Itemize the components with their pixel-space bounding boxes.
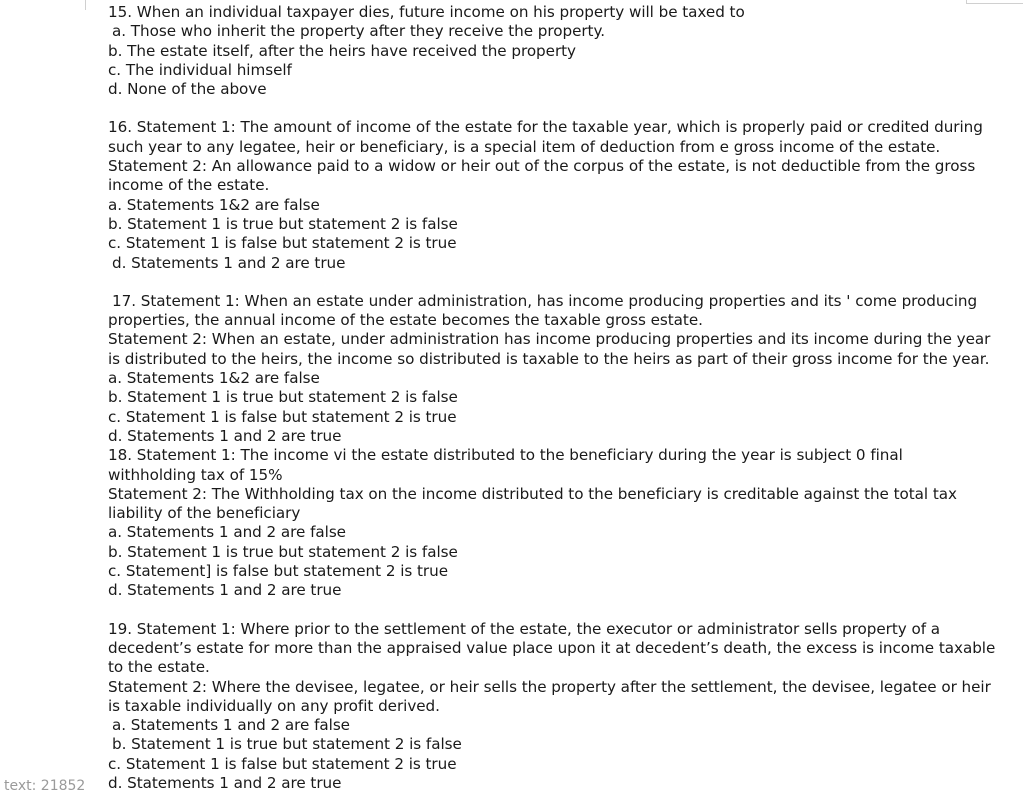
- question-19-statement-1: 19. Statement 1: Where prior to the settlement of the estate, the executor or administrator sells property of a: [108, 619, 941, 638]
- document-content: [108, 3, 996, 793]
- question-19: [108, 619, 996, 794]
- question-17-statement-1: 17. Statement 1: When an estate under administration, has income producing properties and its ' come producing: [112, 291, 978, 310]
- question-16-statement-1: 16. Statement 1: The amount of income of the estate for the taxable year, which is properly paid or credited during: [108, 118, 983, 137]
- question-16-option-b: b. Statement 1 is true but statement 2 is false: [108, 214, 458, 233]
- question-19-statement-1-cont: decedent’s estate for more than the appraised value place upon it at decedent’s death, the excess is income taxable: [108, 638, 996, 657]
- question-18-statement-2: Statement 2: The Withholding tax on the income distributed to the beneficiary is creditable against the total tax: [108, 484, 957, 503]
- question-19-statement-2: Statement 2: Where the devisee, legatee, or heir sells the property after the settlement, the devisee, legatee or heir: [108, 677, 991, 696]
- question-15-stem: 15. When an individual taxpayer dies, future income on his property will be taxed to: [108, 3, 745, 21]
- question-16: [108, 118, 988, 272]
- question-18-option-c: c. Statement] is false but statement 2 is true: [108, 562, 448, 581]
- question-17-option-a: a. Statements 1&2 are false: [108, 369, 320, 388]
- spacer: [108, 601, 988, 620]
- question-15-option-a: a. Those who inherit the property after they receive the property.: [112, 22, 606, 41]
- question-18-option-d: d. Statements 1 and 2 are true: [108, 581, 342, 600]
- question-17-statement-1-cont: properties, the annual income of the estate becomes the taxable gross estate.: [108, 311, 703, 330]
- question-17-option-b: b. Statement 1 is true but statement 2 is false: [108, 388, 458, 407]
- question-15-option-c: c. The individual himself: [108, 60, 292, 79]
- question-15-option-b: b. The estate itself, after the heirs have received the property: [108, 41, 576, 60]
- question-16-option-c: c. Statement 1 is false but statement 2 is true: [108, 234, 457, 253]
- question-18: [108, 446, 988, 600]
- question-15: [108, 3, 988, 99]
- question-19-option-a: a. Statements 1 and 2 are false: [112, 716, 350, 735]
- question-16-statement-1-cont: such year to any legatee, heir or beneficiary, is a special item of deduction from e gross income of the estate.: [108, 137, 941, 156]
- question-17-statement-2: Statement 2: When an estate, under administration has income producing properties and its income during the year: [108, 330, 991, 349]
- question-17: [108, 291, 991, 446]
- question-19-option-b: b. Statement 1 is true but statement 2 is false: [112, 735, 462, 754]
- spacer: [108, 273, 988, 292]
- question-16-statement-2: Statement 2: An allowance paid to a widow or heir out of the corpus of the estate, is not deductible from the gross: [108, 157, 976, 176]
- page-edge-left: [85, 0, 86, 10]
- question-17-option-c: c. Statement 1 is false but statement 2 is true: [108, 407, 457, 426]
- text-counter: text: 21852: [4, 778, 86, 794]
- question-18-statement-2-cont: liability of the beneficiary: [108, 504, 301, 523]
- question-16-option-d: d. Statements 1 and 2 are true: [112, 253, 346, 272]
- question-19-statement-2-cont: is taxable individually on any profit derived.: [108, 696, 440, 715]
- question-16-option-a: a. Statements 1&2 are false: [108, 195, 320, 214]
- question-17-statement-2-cont: is distributed to the heirs, the income so distributed is taxable to the heirs as part of their gross income for the year.: [108, 349, 990, 368]
- question-19-option-d: d. Statements 1 and 2 are true: [108, 773, 342, 792]
- question-18-statement-1: 18. Statement 1: The income vi the estate distributed to the beneficiary during the year is subject 0 final: [108, 446, 903, 465]
- spacer: [108, 99, 988, 118]
- question-19-option-c: c. Statement 1 is false but statement 2 is true: [108, 754, 457, 773]
- question-17-option-d: d. Statements 1 and 2 are true: [108, 426, 342, 445]
- question-16-statement-2-cont: income of the estate.: [108, 176, 270, 195]
- question-18-statement-1-cont: withholding tax of 15%: [108, 465, 283, 484]
- question-19-statement-1-end: to the estate.: [108, 658, 210, 677]
- question-18-option-b: b. Statement 1 is true but statement 2 is false: [108, 542, 458, 561]
- question-15-option-d: d. None of the above: [108, 80, 267, 99]
- question-18-option-a: a. Statements 1 and 2 are false: [108, 523, 346, 542]
